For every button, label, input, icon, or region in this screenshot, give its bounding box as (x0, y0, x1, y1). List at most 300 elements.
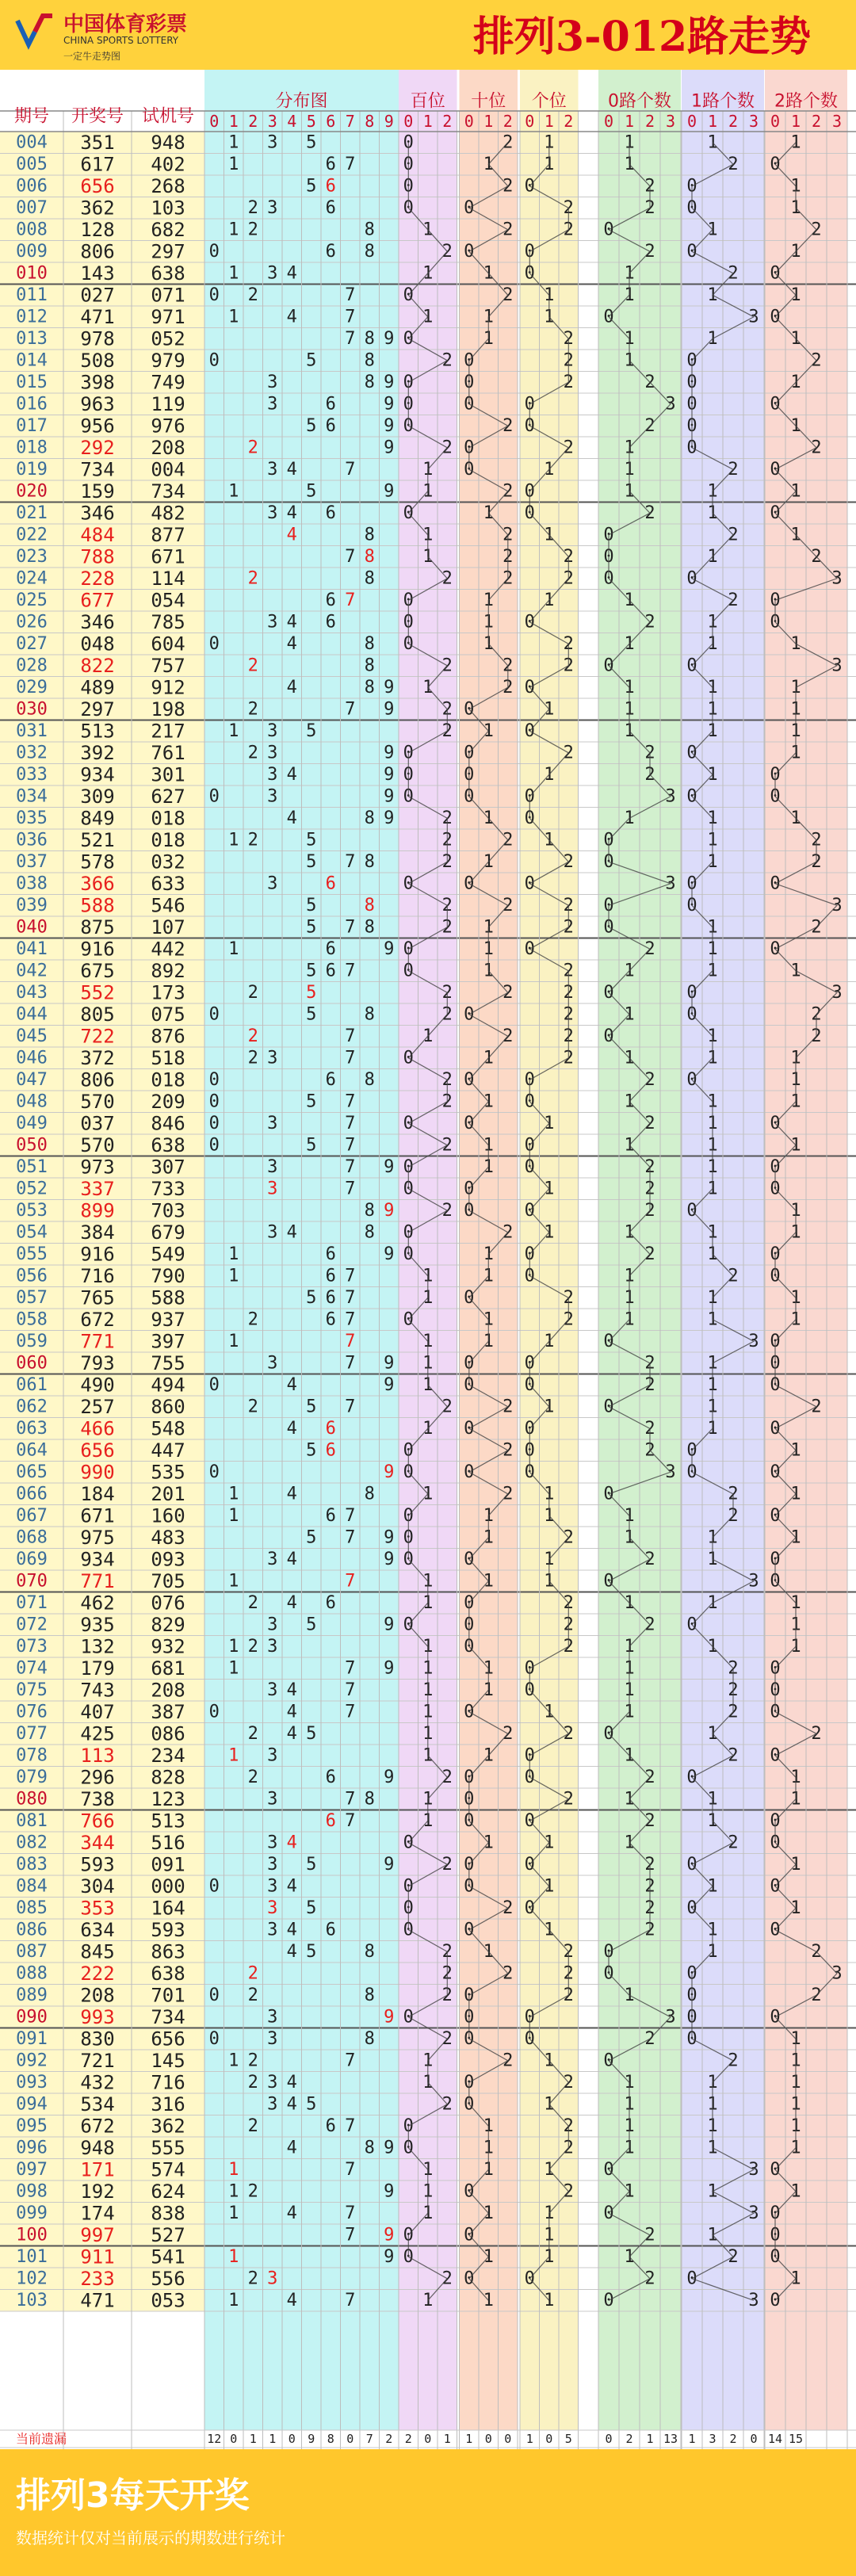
hundreds-route-mark: 1 (422, 1374, 434, 1395)
dist-digit-mark: 0 (208, 1113, 220, 1133)
period-cell: 025 (16, 590, 48, 610)
dist-digit-mark: 9 (384, 394, 395, 415)
period-cell: 097 (16, 2159, 48, 2180)
route1_count-mark: 1 (707, 633, 718, 654)
route0_count-mark: 1 (624, 1287, 635, 1308)
route0_count-mark: 1 (624, 1745, 635, 1766)
header-bar (0, 0, 856, 70)
route0_count-mark: 1 (624, 2094, 635, 2115)
route2_count-mark: 1 (790, 1636, 801, 1657)
hundreds-route-mark: 0 (403, 503, 414, 523)
winning-number: 875 (80, 915, 115, 938)
winning-number: 490 (80, 1374, 115, 1397)
route1_count-mark: 3 (748, 2290, 759, 2310)
winning-number: 672 (80, 1308, 115, 1331)
route2_count-mark: 1 (790, 1135, 801, 1156)
trial-number: 301 (151, 763, 185, 786)
route0_count-mark: 2 (644, 1898, 655, 1918)
stat-value: 1 (525, 2432, 533, 2446)
hundreds-route-mark: 0 (403, 394, 414, 415)
stat-value: 1 (646, 2432, 654, 2446)
winning-number: 228 (80, 567, 115, 590)
route1_count-mark: 2 (728, 2050, 739, 2071)
trial-number: 234 (151, 1744, 185, 1767)
units-route-mark: 1 (544, 2225, 555, 2245)
trial-number: 513 (151, 1810, 185, 1833)
dist-digit-mark: 5 (306, 1287, 317, 1308)
route2_count-mark: 0 (770, 1113, 781, 1133)
dist-digit-mark: 0 (208, 1135, 220, 1156)
winning-number: 143 (80, 262, 115, 285)
trial-number: 703 (151, 1199, 185, 1222)
units-route-mark: 1 (544, 830, 555, 850)
dist-digit-mark: 6 (325, 394, 336, 415)
period-cell: 102 (16, 2268, 48, 2289)
dist-digit-mark: 4 (286, 808, 297, 828)
dist-digit-mark: 4 (286, 677, 297, 698)
dist-digit-mark: 1 (228, 1658, 239, 1679)
dist-digit-mark: 4 (286, 1549, 297, 1569)
route0_count-mark: 2 (644, 176, 655, 197)
hundreds-route-mark: 2 (441, 1200, 453, 1221)
dist-digit-mark: 0 (208, 1004, 220, 1025)
dist-digit-mark: 9 (384, 1767, 395, 1787)
route0_count-count-header: 3 (665, 112, 676, 131)
dist-digit-mark: 2 (247, 655, 258, 676)
route2_count-mark: 0 (770, 1549, 781, 1569)
trial-number: 937 (151, 1308, 185, 1331)
units-route-header: 1 (544, 112, 554, 131)
tens-route-mark: 1 (483, 2246, 494, 2267)
route0_count-mark: 2 (644, 503, 655, 523)
route2_count-mark: 1 (790, 1287, 801, 1308)
winning-number: 372 (80, 1046, 115, 1069)
period-cell: 022 (16, 525, 48, 545)
trial-number: 733 (151, 1177, 185, 1200)
route0_count-mark: 1 (624, 1702, 635, 1722)
dist-digit-mark: 7 (345, 1658, 356, 1679)
route2_count-mark: 0 (770, 1156, 781, 1177)
period-cell: 064 (16, 1440, 48, 1461)
period-cell: 066 (16, 1484, 48, 1504)
route0_count-mark: 0 (603, 220, 614, 240)
route1_count-mark: 1 (707, 2225, 718, 2245)
dist-digit-mark: 1 (228, 2050, 239, 2071)
route2_count-mark: 1 (790, 808, 801, 828)
period-cell: 030 (16, 699, 48, 720)
route1_count-mark: 2 (728, 459, 739, 480)
dist-digit-mark: 5 (306, 1941, 317, 1962)
period-cell: 068 (16, 1527, 48, 1548)
route2_count-mark: 1 (790, 285, 801, 305)
route0_count-mark: 2 (644, 1244, 655, 1264)
route2_count-mark: 2 (811, 1941, 822, 1962)
route2_count-mark: 1 (790, 1091, 801, 1112)
col-header-distribution: 分布图 (275, 91, 328, 112)
route1_count-mark: 1 (707, 1309, 718, 1330)
dist-digit-mark: 7 (345, 590, 356, 610)
route2_count-mark: 0 (770, 1505, 781, 1526)
period-cell: 041 (16, 938, 48, 959)
dist-digit-mark: 7 (345, 2290, 356, 2310)
dist-digit-mark: 1 (228, 2181, 239, 2202)
dist-digit-mark: 8 (364, 1069, 375, 1090)
route2_count-mark: 1 (790, 372, 801, 392)
dist-digit-mark: 7 (345, 285, 356, 305)
period-cell: 053 (16, 1200, 48, 1221)
hundreds-route-mark: 0 (403, 1505, 414, 1526)
dist-digit-mark: 1 (228, 263, 239, 284)
winning-number: 845 (80, 1940, 115, 1963)
tens-route-mark: 2 (503, 481, 514, 502)
units-route-mark: 2 (563, 1026, 574, 1046)
hundreds-route-mark: 1 (422, 2050, 434, 2071)
units-route-mark: 2 (563, 2072, 574, 2093)
trial-number: 593 (151, 1918, 185, 1941)
trial-number: 701 (151, 1984, 185, 2007)
tens-route-mark: 1 (483, 1571, 494, 1592)
route1_count-mark: 2 (728, 1266, 739, 1286)
route1_count-mark: 0 (686, 1462, 697, 1482)
hundreds-route-mark: 1 (422, 546, 434, 567)
stat-value: 0 (484, 2432, 492, 2446)
dist-digit-header: 4 (287, 112, 297, 131)
dist-digit-mark: 4 (286, 2138, 297, 2158)
dist-digit-mark: 3 (267, 1615, 278, 1635)
dist-digit-mark: 9 (384, 438, 395, 458)
hundreds-route-mark: 2 (441, 1963, 453, 1984)
period-cell: 078 (16, 1745, 48, 1766)
units-route-mark: 1 (544, 1331, 555, 1351)
tens-route-mark: 0 (464, 350, 475, 371)
route2_count-mark: 2 (811, 1985, 822, 2005)
period-cell: 091 (16, 2028, 48, 2049)
hundreds-route-mark: 1 (422, 1702, 434, 1722)
period-cell: 027 (16, 633, 48, 654)
route2_count-mark: 1 (790, 2072, 801, 2093)
route1_count-mark: 1 (707, 612, 718, 633)
trial-number: 604 (151, 633, 185, 655)
route1_count-mark: 0 (686, 568, 697, 589)
units-route-mark: 0 (524, 1244, 535, 1264)
trial-number: 494 (151, 1374, 185, 1397)
hundreds-route-mark: 0 (403, 285, 414, 305)
winning-number: 771 (80, 1569, 115, 1592)
dist-digit-mark: 3 (267, 263, 278, 284)
route2_count-mark: 1 (790, 2138, 801, 2158)
route1_count-mark: 1 (707, 2094, 718, 2115)
hundreds-route-mark: 0 (403, 197, 414, 218)
route2_count-mark: 3 (831, 1963, 843, 1984)
winning-number: 184 (80, 1482, 115, 1505)
trial-number: 483 (151, 1526, 185, 1549)
trial-number: 208 (151, 1679, 185, 1702)
route1_count-mark: 0 (686, 1898, 697, 1918)
route1_count-mark: 1 (707, 917, 718, 938)
route0_count-mark: 0 (603, 1723, 614, 1744)
winning-number: 721 (80, 2049, 115, 2072)
route2_count-mark: 1 (790, 1898, 801, 1918)
dist-digit-mark: 2 (247, 830, 258, 850)
route0_count-mark: 2 (644, 743, 655, 763)
winning-number: 351 (80, 131, 115, 154)
winning-number: 656 (80, 1439, 115, 1462)
route0_count-mark: 1 (624, 1091, 635, 1112)
units-route-mark: 2 (563, 2138, 574, 2158)
dist-digit-mark: 1 (228, 2246, 239, 2267)
hundreds-route-mark: 2 (441, 699, 453, 720)
tens-header: 十位 (471, 91, 506, 112)
units-route-mark: 0 (524, 2028, 535, 2049)
hundreds-route-mark: 1 (422, 2159, 434, 2180)
units-route-mark: 2 (563, 1789, 574, 1810)
period-cell: 103 (16, 2290, 48, 2310)
units-route-mark: 2 (563, 1527, 574, 1548)
dist-digit-mark: 2 (247, 2268, 258, 2289)
route1_count-mark: 1 (707, 1244, 718, 1264)
route2_count-mark: 0 (770, 2290, 781, 2310)
tens-route-mark: 0 (464, 1069, 475, 1090)
hundreds-route-mark: 0 (403, 372, 414, 392)
dist-digit-mark: 1 (228, 1505, 239, 1526)
route1_count-mark: 2 (728, 1833, 739, 1853)
route1_count-mark: 0 (686, 2268, 697, 2289)
route0_count-mark: 1 (624, 677, 635, 698)
trial-number: 892 (151, 959, 185, 982)
tens-route-mark: 1 (483, 503, 494, 523)
dist-digit-mark: 7 (345, 1048, 356, 1068)
units-route-mark: 2 (563, 1287, 574, 1308)
units-route-mark: 0 (524, 1266, 535, 1286)
trial-number: 876 (151, 1025, 185, 1048)
dist-digit-mark: 0 (208, 1702, 220, 1722)
trial-number: 482 (151, 502, 185, 525)
route1_count-mark: 1 (707, 830, 718, 850)
route0_count-mark: 1 (624, 633, 635, 654)
winning-number: 384 (80, 1221, 115, 1244)
units-route-mark: 2 (563, 1048, 574, 1068)
tens-route-mark: 2 (503, 1397, 514, 1417)
hundreds-route-mark: 0 (403, 764, 414, 785)
dist-digit-mark: 9 (384, 2246, 395, 2267)
winning-number: 570 (80, 1090, 115, 1113)
stat-value: 12 (207, 2432, 222, 2446)
dist-digit-mark: 8 (364, 1484, 375, 1504)
dist-digit-mark: 7 (345, 1789, 356, 1810)
units-route-mark: 2 (563, 743, 574, 763)
dist-digit-mark: 9 (384, 1374, 395, 1395)
hundreds-route-mark: 2 (441, 830, 453, 850)
winning-number: 398 (80, 371, 115, 394)
winning-number: 337 (80, 1177, 115, 1200)
winning-number: 292 (80, 436, 115, 459)
winning-number: 489 (80, 676, 115, 699)
period-cell: 072 (16, 1615, 48, 1635)
trial-number: 527 (151, 2223, 185, 2246)
route2_count-mark: 1 (790, 2094, 801, 2115)
route2_count-mark: 1 (790, 241, 801, 262)
period-cell: 074 (16, 1658, 48, 1679)
units-route-mark: 1 (544, 1397, 555, 1417)
winning-number: 192 (80, 2180, 115, 2203)
winning-number: 128 (80, 218, 115, 241)
route2_count-mark: 1 (790, 2028, 801, 2049)
hundreds-route-mark: 1 (422, 1026, 434, 1046)
winning-number: 048 (80, 633, 115, 655)
dist-digit-mark: 4 (286, 2094, 297, 2115)
dist-digit-header: 7 (345, 112, 355, 131)
dist-digit-mark: 2 (247, 982, 258, 1003)
trial-number: 705 (151, 1569, 185, 1592)
route1_count-count-header: 0 (686, 112, 697, 131)
dist-digit-mark: 7 (345, 1353, 356, 1374)
route2_count-mark: 1 (790, 2115, 801, 2136)
tens-route-mark: 0 (464, 1353, 475, 1374)
dist-digit-mark: 3 (267, 2268, 278, 2289)
dist-digit-header: 2 (248, 112, 258, 131)
route1_count-mark: 1 (707, 546, 718, 567)
trial-number: 546 (151, 894, 185, 917)
dist-digit-mark: 7 (345, 154, 356, 174)
units-route-mark: 2 (563, 982, 574, 1003)
period-cell: 045 (16, 1026, 48, 1046)
units-route-mark: 0 (524, 1854, 535, 1875)
tens-route-mark: 1 (483, 1505, 494, 1526)
route1_count-mark: 0 (686, 1985, 697, 2005)
dist-digit-mark: 7 (345, 1266, 356, 1286)
dist-digit-mark: 6 (325, 1287, 336, 1308)
route1_count-mark: 1 (707, 1941, 718, 1962)
winning-number: 849 (80, 807, 115, 830)
stat-value: 0 (346, 2432, 354, 2446)
units-header: 个位 (531, 91, 567, 112)
tens-route-mark: 0 (464, 1810, 475, 1831)
route2_count-mark: 0 (770, 1179, 781, 1199)
hundreds-route-mark: 0 (403, 938, 414, 959)
units-route-mark: 0 (524, 1462, 535, 1482)
dist-digit-mark: 4 (286, 263, 297, 284)
dist-digit-mark: 1 (228, 1331, 239, 1351)
route0_count-mark: 2 (644, 1113, 655, 1133)
logo-cn-text: 中国体育彩票 (63, 13, 188, 36)
units-route-mark: 1 (544, 590, 555, 610)
route0_count-mark: 2 (644, 241, 655, 262)
route1_count-mark: 1 (707, 851, 718, 872)
tens-route-mark: 0 (464, 1113, 475, 1133)
route2_count-header: 2路个数 (774, 91, 838, 112)
dist-digit-mark: 9 (384, 2225, 395, 2245)
route1_count-mark: 1 (707, 938, 718, 959)
winning-number: 578 (80, 850, 115, 873)
dist-digit-mark: 2 (247, 285, 258, 305)
route0_count-mark: 1 (624, 1135, 635, 1156)
tens-route-mark: 1 (483, 1658, 494, 1679)
dist-digit-mark: 8 (364, 1200, 375, 1221)
dist-digit-mark: 3 (267, 2094, 278, 2115)
dist-digit-mark: 4 (286, 1418, 297, 1439)
route0_count-mark: 2 (644, 372, 655, 392)
tens-route-mark: 2 (503, 568, 514, 589)
trial-number: 574 (151, 2158, 185, 2181)
dist-digit-mark: 2 (247, 2115, 258, 2136)
units-route-mark: 0 (524, 1069, 535, 1090)
hundreds-route-mark: 1 (422, 263, 434, 284)
period-cell: 060 (16, 1353, 48, 1374)
tens-route-mark: 2 (503, 1963, 514, 1984)
route1_count-mark: 1 (707, 1789, 718, 1810)
route2_count-mark: 0 (770, 459, 781, 480)
trial-number: 682 (151, 218, 185, 241)
winning-number: 743 (80, 1679, 115, 1702)
dist-digit-mark: 6 (325, 1069, 336, 1090)
dist-digit-mark: 9 (384, 1353, 395, 1374)
winning-number: 722 (80, 1025, 115, 1048)
dist-digit-mark: 5 (306, 1440, 317, 1461)
tens-route-mark: 1 (483, 938, 494, 959)
trial-number: 863 (151, 1940, 185, 1963)
route1_count-mark: 0 (686, 1440, 697, 1461)
period-cell: 006 (16, 176, 48, 197)
route0_count-mark: 2 (644, 197, 655, 218)
stat-value: 1 (249, 2432, 257, 2446)
tens-route-mark: 0 (464, 2007, 475, 2028)
winning-number: 159 (80, 480, 115, 503)
units-route-mark: 0 (524, 2268, 535, 2289)
tens-route-mark: 0 (464, 197, 475, 218)
route0_count-mark: 0 (603, 1397, 614, 1417)
route2_count-mark: 1 (790, 961, 801, 981)
dist-digit-mark: 1 (228, 2290, 239, 2310)
trial-number: 734 (151, 480, 185, 503)
route0_count-mark: 2 (644, 1876, 655, 1897)
dist-digit-mark: 0 (208, 350, 220, 371)
dist-digit-mark: 3 (267, 1636, 278, 1657)
winning-number: 916 (80, 938, 115, 961)
units-route-mark: 1 (544, 1179, 555, 1199)
units-route-mark: 2 (563, 1941, 574, 1962)
route0_count-mark: 2 (644, 1418, 655, 1439)
route1_count-mark: 0 (686, 197, 697, 218)
dist-digit-mark: 3 (267, 459, 278, 480)
trial-number: 518 (151, 1046, 185, 1069)
route2_count-mark: 1 (790, 1440, 801, 1461)
units-route-mark: 2 (563, 568, 574, 589)
dist-digit-mark: 5 (306, 481, 317, 502)
dist-digit-mark: 7 (345, 1571, 356, 1592)
route2_count-mark: 0 (770, 2007, 781, 2028)
route0_count-mark: 3 (665, 873, 676, 894)
dist-digit-mark: 9 (384, 1200, 395, 1221)
dist-digit-mark: 2 (247, 220, 258, 240)
route1_count-mark: 1 (707, 285, 718, 305)
route2_count-mark: 1 (790, 1200, 801, 1221)
tens-route-mark: 1 (483, 1331, 494, 1351)
trial-number: 556 (151, 2267, 185, 2290)
stat-value: 3 (709, 2432, 717, 2446)
route1_count-mark: 0 (686, 1004, 697, 1025)
route0_count-mark: 1 (624, 720, 635, 741)
period-cell: 015 (16, 372, 48, 392)
route1_count-mark: 0 (686, 1200, 697, 1221)
units-route-mark: 0 (524, 394, 535, 415)
route1_count-mark: 1 (707, 328, 718, 349)
tens-route-mark: 1 (483, 1680, 494, 1700)
route1_count-mark: 0 (686, 415, 697, 436)
route2_count-mark: 2 (811, 1397, 822, 1417)
hundreds-route-mark: 1 (422, 1810, 434, 1831)
dist-digit-mark: 9 (384, 764, 395, 785)
route2_count-mark: 0 (770, 2159, 781, 2180)
